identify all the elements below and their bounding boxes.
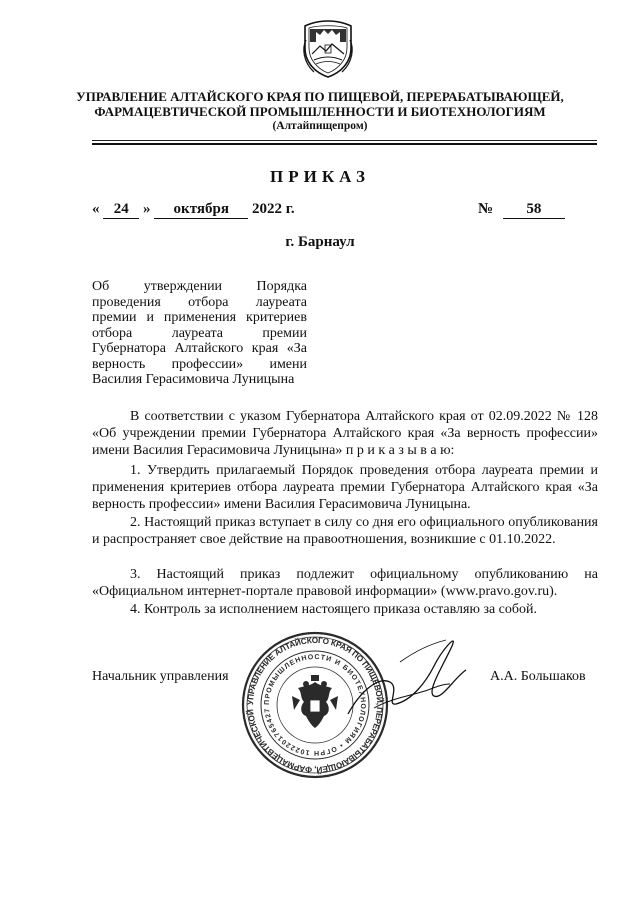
document-city: г. Барнаул bbox=[285, 234, 355, 250]
header-rule-thick bbox=[92, 143, 597, 145]
body-paragraph-3: 3. Настоящий приказ подлежит официальному опубликованию на «Официальном интернет-портале правовой информации» (www.pravo.gov.ru). bbox=[92, 567, 598, 599]
number-sign: № bbox=[478, 201, 494, 217]
body-paragraph-4: 4. Контроль за исполнением настоящего приказа оставляю за собой. bbox=[130, 602, 538, 617]
date-month: октября bbox=[154, 201, 248, 219]
document-number bbox=[478, 201, 565, 219]
date-close-quote: » bbox=[143, 201, 151, 217]
signatory-name: А.А. Большаков bbox=[490, 669, 586, 684]
body-paragraph-preamble: В соответствии с указом Губернатора Алтайского края от 02.09.2022 № 128 «Об учреждении премии Губернатора Алтайского края «За верность профессии» имени Василия Герасимовича Луницына» п р и к а з ы в а ю: bbox=[92, 409, 598, 458]
header-rule-thin bbox=[92, 140, 597, 141]
document-subject: Об утверждении Порядка проведения отбора лауреата премии и применения критериев отбора лауреата премии Губернатора Алтайского края «За верность профессии» имени Василия Герасимовича Луницына bbox=[92, 279, 307, 387]
document-title: ПРИКАЗ bbox=[270, 167, 370, 186]
number-value: 58 bbox=[503, 201, 565, 219]
org-name-line2: ФАРМАЦЕВТИЧЕСКОЙ ПРОМЫШЛЕННОСТИ И БИОТЕХНОЛОГИЯМ bbox=[94, 104, 546, 119]
seal-inner-text: ПРОМЫШЛЕННОСТИ И БИОТЕХНОЛОГИЯМ • ОГРН 1022201765427 bbox=[263, 653, 367, 757]
signatory-position: Начальник управления bbox=[92, 669, 229, 684]
org-name-line1: УПРАВЛЕНИЕ АЛТАЙСКОГО КРАЯ ПО ПИЩЕВОЙ, ПЕРЕРАБАТЫВАЮЩЕЙ, bbox=[76, 89, 564, 104]
org-short-name: (Алтайпищепром) bbox=[272, 120, 368, 132]
body-paragraph-1: 1. Утвердить прилагаемый Порядок проведения отбора лауреата премии и применения критериев отбора лауреата премии Губернатора Алтайского края «За верность профессии» имени Василия Герасимовича Луницына. bbox=[92, 463, 598, 512]
date-day: 24 bbox=[103, 201, 139, 219]
body-paragraph-2: 2. Настоящий приказ вступает в силу со дня его официального опубликования и распространяет свое действие на правоотношения, возникшие с 01.10.2022. bbox=[92, 515, 598, 547]
seal-outer-text: УПРАВЛЕНИЕ АЛТАЙСКОГО КРАЯ ПО ПИЩЕВОЙ, ПЕРЕРАБАТЫВАЮЩЕЙ, ФАРМАЦЕВТИЧЕСКОЙ bbox=[245, 635, 385, 775]
date-open-quote: « bbox=[92, 201, 100, 217]
coat-of-arms-icon bbox=[300, 18, 356, 80]
handwritten-signature bbox=[330, 622, 480, 732]
date-year: 2022 г. bbox=[252, 201, 295, 217]
document-date bbox=[92, 201, 295, 219]
